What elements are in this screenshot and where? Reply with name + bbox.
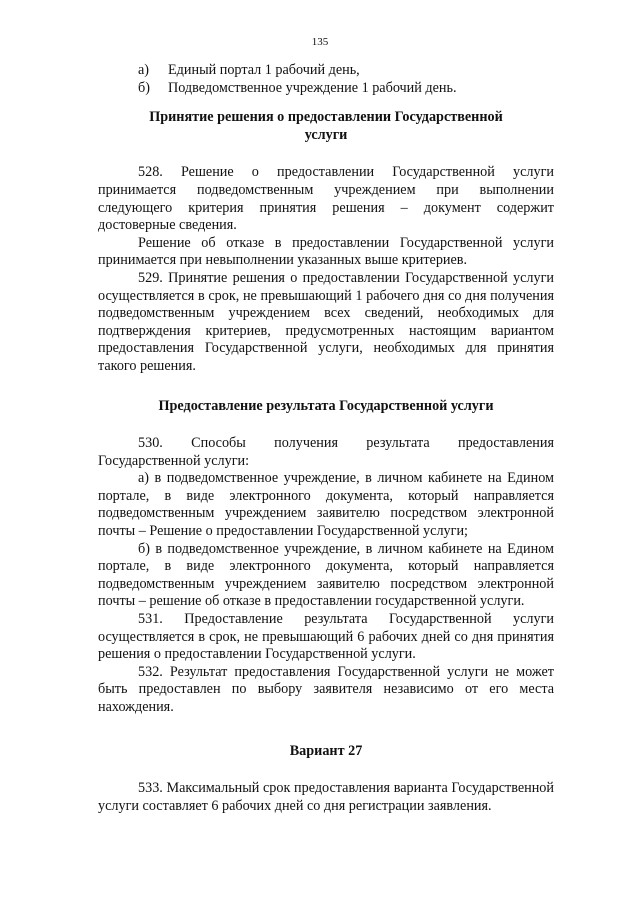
list-text: Единый портал 1 рабочий день, (168, 62, 360, 78)
list-item (138, 80, 554, 98)
paragraph-530: 530. Способы получения результата предоставления Государственной услуги: (98, 435, 554, 469)
paragraph-528-refusal: Решение об отказе в предоставлении Государственной услуги принимается при невыполнении указанных выше критериев. (98, 234, 554, 269)
list-marker: б) (138, 79, 150, 96)
paragraph-528: 528. Решение о предоставлении Государственной услуги принимается подведомственным учреждением при выполнении следующего критерия принятия решения – документ содержит достоверные сведения. (98, 164, 554, 234)
section-heading-decision: Принятие решения о предоставлении Государственной услуги (149, 109, 503, 143)
document-body (98, 62, 554, 815)
paragraph-529: 529. Принятие решения о предоставлении Государственной услуги осуществляется в срок, не превышающий 1 рабочего дня со дня получения подведомственным учреждением всех сведений, необходимых для подтверждения критериев, предусмотренных настоящим вариантом предоставления Государственной услуги, необходимых для принятия такого решения. (98, 269, 554, 374)
section-heading-variant: Вариант 27 (289, 742, 363, 759)
list-text: Подведомственное учреждение 1 рабочий день. (168, 79, 457, 96)
list-item (138, 62, 554, 80)
paragraph-532: 532. Результат предоставления Государственной услуги не может быть предоставлен по выбору заявителя независимо от его места нахождения. (98, 663, 554, 715)
list-marker: а) (138, 62, 150, 78)
paragraph-530-b: б) в подведомственное учреждение, в личном кабинете на Едином портале, в виде электронного документа, который направляется подведомственным учреждением заявителю посредством электронной почты – решение об отказе в предоставлении государственной услуги. (98, 540, 554, 610)
paragraph-531: 531. Предоставление результата Государственной услуги осуществляется в срок, не превышающий 6 рабочих дней со дня принятия решения о предоставлении Государственной услуги. (98, 611, 554, 663)
paragraph-530-a: а) в подведомственное учреждение, в личном кабинете на Едином портале, в виде электронного документа, который направляется подведомственным учреждением заявителю посредством электронной почты – Решение о предоставлении Государственной услуги; (98, 470, 554, 540)
section-heading-result: Предоставление результата Государственной услуги (158, 397, 494, 414)
paragraph-533: 533. Максимальный срок предоставления варианта Государственной услуги составляет 6 рабочих дней со дня регистрации заявления. (98, 780, 554, 814)
page-number: 135 (311, 36, 329, 48)
